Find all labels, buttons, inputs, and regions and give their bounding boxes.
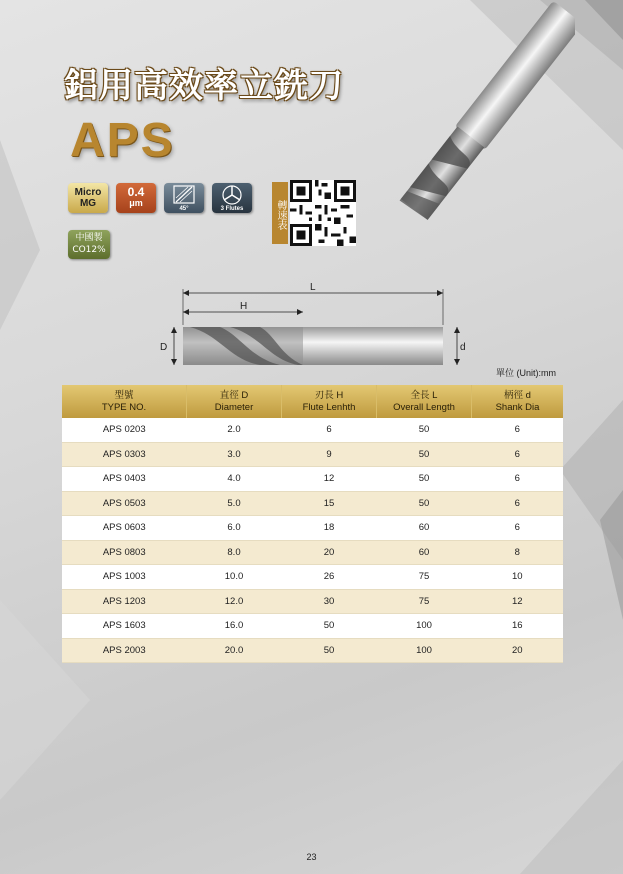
dim-d-label: d — [460, 342, 466, 353]
table-body — [62, 418, 563, 663]
table-cell: APS 0603 — [62, 516, 187, 541]
table-cell: 50 — [377, 418, 472, 442]
header-zh: 柄徑 d — [504, 389, 531, 401]
col-overall-length — [377, 385, 472, 418]
table-cell: 50 — [377, 442, 472, 467]
page-title: 鋁用高效率立銑刀 — [64, 66, 344, 106]
table-cell: 8.0 — [187, 540, 282, 565]
header-zh: 直徑 D — [219, 389, 249, 401]
helix-angle-badge — [164, 183, 204, 213]
header-en: Overall Length — [393, 401, 455, 413]
table-cell: APS 0303 — [62, 442, 187, 467]
spec-table — [62, 385, 563, 663]
table-cell: APS 0803 — [62, 540, 187, 565]
table-row — [62, 565, 563, 590]
col-shank-dia — [472, 385, 564, 418]
badge-text: 3 Flutes — [220, 206, 244, 212]
table-cell: APS 1003 — [62, 565, 187, 590]
qr-code-icon[interactable] — [290, 180, 356, 246]
origin-badge — [68, 230, 110, 259]
table-cell: 5.0 — [187, 491, 282, 516]
table-cell: 12 — [282, 467, 377, 492]
table-cell: 30 — [282, 589, 377, 614]
table-cell: 50 — [282, 638, 377, 663]
table-row — [62, 467, 563, 492]
table-cell: APS 0503 — [62, 491, 187, 516]
micro-grain-badge — [68, 183, 108, 213]
table-cell: 6 — [472, 467, 564, 492]
table-cell: 12.0 — [187, 589, 282, 614]
table-cell: 6.0 — [187, 516, 282, 541]
table-cell: 50 — [377, 491, 472, 516]
dim-H-label: H — [240, 301, 248, 312]
badge-text: MG — [79, 198, 97, 209]
col-type — [62, 385, 187, 418]
table-cell: 6 — [282, 418, 377, 442]
table-cell: 3.0 — [187, 442, 282, 467]
header-zh: 刃長 H — [314, 389, 344, 401]
table-cell: 4.0 — [187, 467, 282, 492]
helix-angle-icon — [164, 183, 204, 207]
table-row — [62, 614, 563, 639]
badge-text: 中國製 — [75, 233, 103, 243]
table-cell: 12 — [472, 589, 564, 614]
three-flutes-icon — [212, 183, 252, 207]
table-row — [62, 540, 563, 565]
table-cell: 75 — [377, 565, 472, 590]
table-cell: 20 — [472, 638, 564, 663]
badge-text: μm — [129, 198, 143, 208]
grain-size-badge — [116, 183, 156, 213]
table-row — [62, 589, 563, 614]
page-number: 23 — [306, 852, 317, 862]
table-cell: APS 1203 — [62, 589, 187, 614]
table-cell: 26 — [282, 565, 377, 590]
table-row — [62, 418, 563, 442]
header-zh: 全長 L — [410, 389, 438, 401]
table-cell: APS 2003 — [62, 638, 187, 663]
flutes-badge — [212, 183, 252, 213]
table-cell: 50 — [282, 614, 377, 639]
header-en: Shank Dia — [495, 401, 540, 413]
badge-text: 45° — [179, 206, 189, 212]
table-cell: 6 — [472, 491, 564, 516]
table-cell: 18 — [282, 516, 377, 541]
table-cell: 9 — [282, 442, 377, 467]
table-cell: 50 — [377, 467, 472, 492]
table-header-row — [62, 385, 563, 418]
unit-note: 單位 (Unit):mm — [496, 368, 556, 378]
table-cell: APS 1603 — [62, 614, 187, 639]
header-en: Diameter — [214, 401, 254, 413]
table-row — [62, 516, 563, 541]
header-zh: 型號 — [114, 389, 134, 401]
dimension-diagram — [160, 280, 480, 370]
badge-text: CO12% — [72, 245, 106, 255]
table-cell: 6 — [472, 418, 564, 442]
table-row — [62, 442, 563, 467]
col-diameter — [187, 385, 282, 418]
table-cell: 10 — [472, 565, 564, 590]
table-cell: 16 — [472, 614, 564, 639]
table-cell: 6 — [472, 442, 564, 467]
table-cell: 75 — [377, 589, 472, 614]
header-en: TYPE NO. — [101, 401, 147, 413]
table-cell: 16.0 — [187, 614, 282, 639]
model-name: APS — [70, 114, 175, 167]
table-cell: 100 — [377, 638, 472, 663]
table-cell: APS 0403 — [62, 467, 187, 492]
table-cell: APS 0203 — [62, 418, 187, 442]
table-cell: 8 — [472, 540, 564, 565]
qr-label: 轉速表 — [272, 182, 288, 244]
dim-D-label: D — [160, 342, 168, 353]
end-mill-photo — [375, 0, 575, 260]
table-cell: 10.0 — [187, 565, 282, 590]
table-cell: 60 — [377, 540, 472, 565]
table-cell: 20 — [282, 540, 377, 565]
table-cell: 60 — [377, 516, 472, 541]
table-cell: 15 — [282, 491, 377, 516]
table-row — [62, 638, 563, 663]
dim-L-label: L — [310, 282, 316, 293]
table-cell: 2.0 — [187, 418, 282, 442]
badge-text: Micro — [74, 187, 102, 198]
table-cell: 20.0 — [187, 638, 282, 663]
table-cell: 100 — [377, 614, 472, 639]
header-en: Flute Lenhth — [302, 401, 356, 413]
table-row — [62, 491, 563, 516]
col-flute-length — [282, 385, 377, 418]
badge-text: 0.4 — [127, 185, 145, 199]
table-cell: 6 — [472, 516, 564, 541]
